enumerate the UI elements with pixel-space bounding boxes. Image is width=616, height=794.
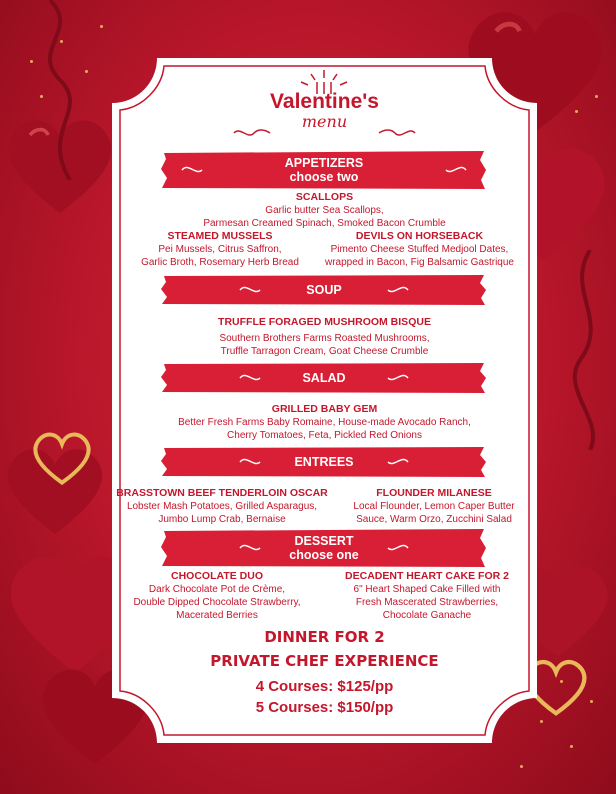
menu-title: Valentine's (270, 90, 379, 113)
price-five-courses: 5 Courses: $150/pp (255, 699, 394, 716)
beef-desc-1: Lobster Mash Potatoes, Grilled Asparagus, (126, 501, 318, 512)
gem-name: GRILLED BABY GEM (271, 403, 378, 415)
dessert-banner (160, 528, 488, 568)
flounder-name: FLOUNDER MILANESE (376, 487, 492, 499)
chocolate-name: CHOCOLATE DUO (171, 570, 263, 582)
menu-content (112, 58, 537, 743)
scallops-name: SCALLOPS (295, 191, 354, 203)
appetizers-note: choose two (289, 170, 359, 184)
confetti-dot (520, 765, 523, 768)
entrees-banner (160, 446, 488, 478)
ribbon-decoration (20, 0, 110, 180)
cake-desc-1: 6" Heart Shaped Cake Filled with (353, 584, 501, 595)
flounder-desc-2: Sauce, Warm Orzo, Zucchini Salad (356, 514, 512, 525)
flourish-icon (232, 126, 272, 140)
flourish-icon (377, 126, 417, 140)
scallops-desc-2: Parmesan Creamed Spinach, Smoked Bacon Crumble (203, 218, 446, 229)
menu-subtitle: menu (301, 112, 348, 131)
confetti-dot (560, 680, 563, 683)
entrees-heading: ENTREES (294, 455, 354, 469)
chocolate-desc-1: Dark Chocolate Pot de Crème, (148, 584, 286, 595)
price-four-courses: 4 Courses: $125/pp (255, 678, 394, 695)
mussels-name: STEAMED MUSSELS (167, 230, 273, 242)
cake-desc-2: Fresh Mascerated Strawberries, (355, 597, 499, 608)
bisque-name: TRUFFLE FORAGED MUSHROOM BISQUE (218, 316, 431, 328)
cake-name: DECADENT HEART CAKE FOR 2 (345, 570, 509, 582)
flounder-desc-1: Local Flounder, Lemon Caper Butter (353, 501, 515, 512)
confetti-dot (570, 745, 573, 748)
dinner-for-two: DINNER FOR 2 (264, 628, 385, 646)
mussels-desc-2: Garlic Broth, Rosemary Herb Bread (141, 257, 299, 268)
chocolate-desc-3: Macerated Berries (176, 610, 258, 621)
confetti-dot (85, 70, 88, 73)
confetti-dot (40, 95, 43, 98)
mussels-desc-1: Pei Mussels, Citrus Saffron, (158, 244, 282, 255)
confetti-dot (595, 95, 598, 98)
gem-desc-2: Cherry Tomatoes, Feta, Pickled Red Onions (227, 430, 422, 441)
confetti-dot (575, 110, 578, 113)
confetti-dot (540, 720, 543, 723)
bisque-desc-1: Southern Brothers Farms Roasted Mushrooms, (219, 333, 430, 344)
appetizers-heading: APPETIZERS (284, 156, 364, 170)
salad-banner (160, 362, 488, 394)
cake-desc-3: Chocolate Ganache (382, 610, 472, 621)
devils-name: DEVILS ON HORSEBACK (355, 230, 484, 242)
gem-desc-1: Better Fresh Farms Baby Romaine, House-made Avocado Ranch, (178, 417, 471, 428)
confetti-dot (30, 60, 33, 63)
devils-desc-1: Pimento Cheese Stuffed Medjool Dates, (330, 244, 509, 255)
beef-desc-2: Jumbo Lump Crab, Bernaise (158, 514, 286, 525)
ribbon-decoration (560, 250, 616, 450)
dessert-note: choose one (289, 548, 359, 562)
chocolate-desc-2: Double Dipped Chocolate Strawberry, (133, 597, 301, 608)
scallops-desc-1: Garlic butter Sea Scallops, (265, 205, 384, 216)
private-chef-experience: PRIVATE CHEF EXPERIENCE (210, 652, 439, 670)
gold-heart-outline-icon (28, 428, 96, 488)
salad-heading: SALAD (302, 371, 346, 385)
dessert-heading: DESSERT (294, 534, 354, 548)
devils-desc-2: wrapped in Bacon, Fig Balsamic Gastrique (325, 257, 514, 268)
bisque-desc-2: Truffle Tarragon Cream, Goat Cheese Crumble (220, 346, 429, 357)
soup-banner (160, 274, 488, 306)
soup-heading: SOUP (306, 283, 342, 297)
confetti-dot (100, 25, 103, 28)
appetizers-banner (160, 150, 488, 190)
confetti-dot (590, 700, 593, 703)
beef-name: BRASSTOWN BEEF TENDERLOIN OSCAR (116, 487, 328, 499)
confetti-dot (60, 40, 63, 43)
